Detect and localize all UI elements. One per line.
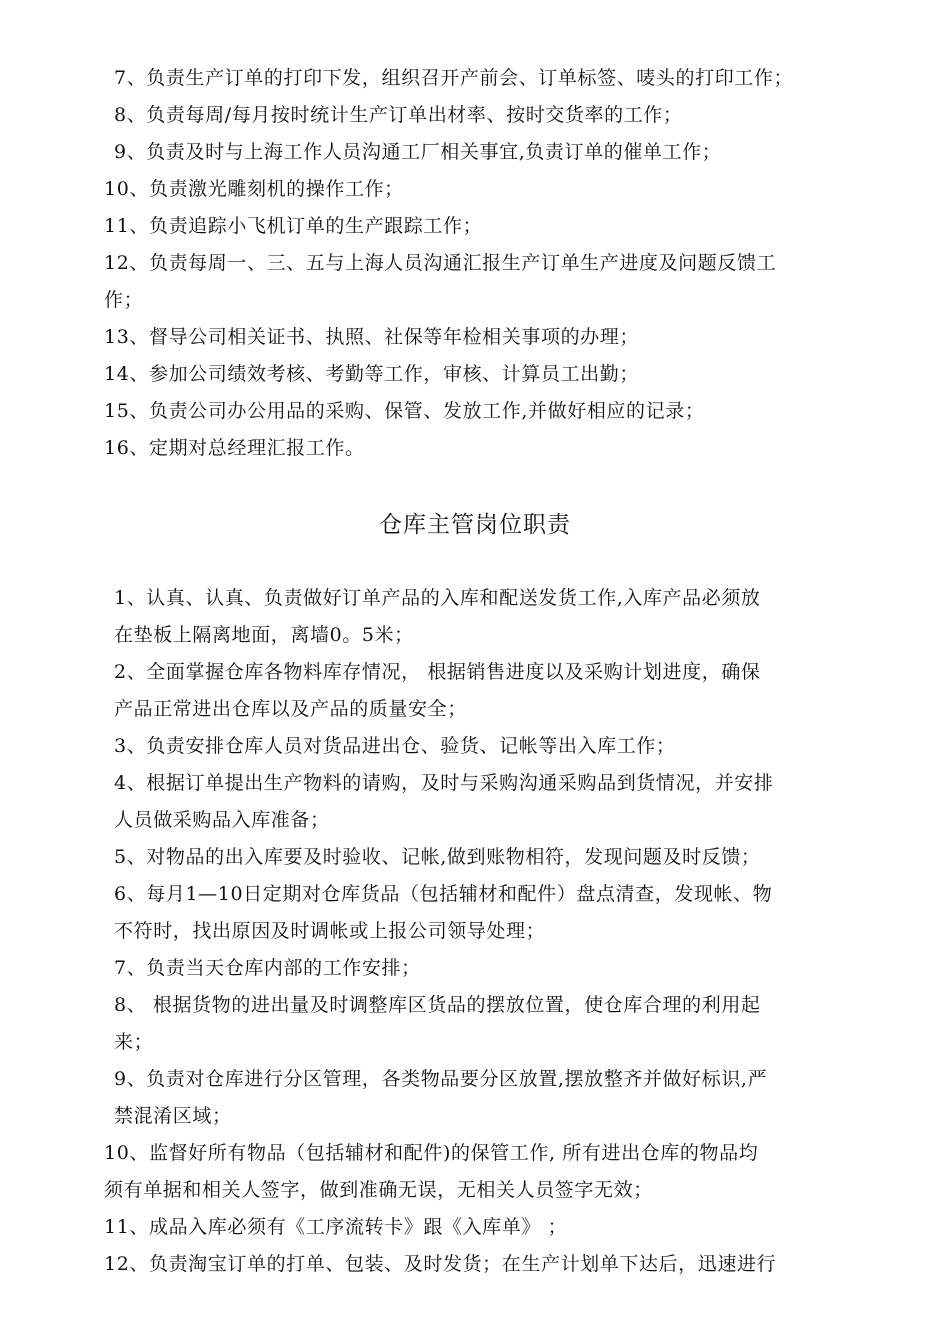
list-item: 14、参加公司绩效考核、考勤等工作，审核、计算员工出勤； bbox=[104, 363, 639, 385]
section-title: 仓库主管岗位职责 bbox=[379, 512, 571, 538]
list-item: 10、监督好所有物品（包括辅材和配件)的保管工作, 所有进出仓库的物品均 bbox=[104, 1142, 759, 1164]
list-item: 人员做采购品入库准备； bbox=[114, 809, 330, 831]
list-item: 9、负责对仓库进行分区管理，各类物品要分区放置,摆放整齐并做好标识,严 bbox=[114, 1068, 768, 1090]
list-item: 8、 根据货物的进出量及时调整库区货品的摆放位置，使仓库合理的利用起 bbox=[114, 994, 761, 1016]
list-item: 1、认真、认真、负责做好订单产品的入库和配送发货工作,入库产品必须放 bbox=[114, 587, 761, 609]
list-item: 来； bbox=[114, 1031, 154, 1053]
list-item: 7、负责生产订单的打印下发，组织召开产前会、订单标签、唛头的打印工作； bbox=[114, 67, 794, 89]
responsibility-list-top bbox=[104, 60, 894, 467]
list-item: 在垫板上隔离地面，离墙0。5米； bbox=[114, 624, 414, 646]
list-item: 12、负责每周一、三、五与上海人员沟通汇报生产订单生产进度及问题反馈工 bbox=[104, 252, 777, 274]
responsibility-list-warehouse bbox=[104, 580, 894, 1283]
list-item: 7、负责当天仓库内部的工作安排； bbox=[114, 957, 421, 979]
list-item: 9、负责及时与上海工作人员沟通工厂相关事宜,负责订单的催单工作； bbox=[114, 141, 722, 163]
list-item: 11、负责追踪小飞机订单的生产跟踪工作； bbox=[104, 215, 483, 237]
list-item: 11、成品入库必须有《工序流转卡》跟《入库单》 ； bbox=[104, 1216, 568, 1238]
list-item: 13、督导公司相关证书、执照、社保等年检相关事项的办理； bbox=[104, 326, 639, 348]
list-item: 6、每月1—10日定期对仓库货品（包括辅材和配件）盘点清查，发现帐、物 bbox=[114, 883, 773, 905]
list-item: 须有单据和相关人签字，做到准确无误，无相关人员签字无效； bbox=[104, 1179, 653, 1201]
list-item: 16、定期对总经理汇报工作。 bbox=[104, 437, 365, 459]
list-item: 不符时，找出原因及时调帐或上报公司领导处理； bbox=[114, 920, 546, 942]
list-item: 2、全面掌握仓库各物料库存情况， 根据销售进度以及采购计划进度，确保 bbox=[114, 661, 761, 683]
list-item: 4、根据订单提出生产物料的请购，及时与采购沟通采购品到货情况，并安排 bbox=[114, 772, 774, 794]
list-item: 3、负责安排仓库人员对货品进出仓、验货、记帐等出入库工作； bbox=[114, 735, 676, 757]
list-item: 15、负责公司办公用品的采购、保管、发放工作,并做好相应的记录； bbox=[104, 400, 705, 422]
list-item: 10、负责激光雕刻机的操作工作； bbox=[104, 178, 404, 200]
list-item: 禁混淆区域； bbox=[114, 1105, 232, 1127]
list-item: 12、负责淘宝订单的打单、包装、及时发货；在生产计划单下达后，迅速进行 bbox=[104, 1253, 777, 1275]
list-item: 作； bbox=[104, 289, 144, 311]
list-item: 5、对物品的出入库要及时验收、记帐,做到账物相符，发现问题及时反馈； bbox=[114, 846, 761, 868]
list-item: 8、负责每周/每月按时统计生产订单出材率、按时交货率的工作； bbox=[114, 104, 683, 126]
list-item: 产品正常进出仓库以及产品的质量安全； bbox=[114, 698, 467, 720]
